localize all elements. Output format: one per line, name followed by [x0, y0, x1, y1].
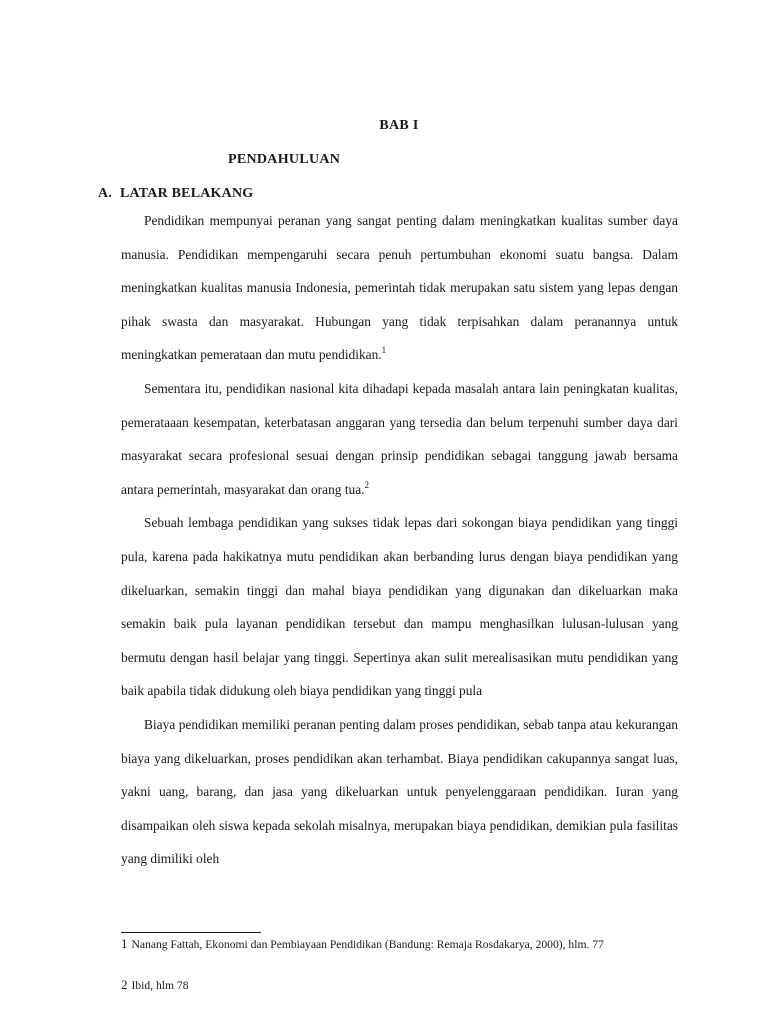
paragraph	[121, 204, 678, 372]
footnote-text: Ibid, hlm 78	[131, 979, 189, 992]
footnote-separator	[121, 932, 261, 933]
paragraph-text: Sebuah lembaga pendidikan yang sukses tidak lepas dari sokongan biaya pendidikan yang tinggi pula, karena pada hakikatnya mutu pendidikan akan berbanding lurus dengan biaya pendidikan yang dikeluarkan, semakin tinggi dan mahal biaya pendidikan yang digunakan dan dikeluarkan maka semakin baik pula layanan pendidikan tersebut dan mampu menghasilkan lulusan-lulusan yang bermutu dengan hasil belajar yang tinggi. Sepertinya akan sulit merealisasikan mutu pendidikan yang baik apabila tidak didukung oleh biaya pendidikan yang tinggi pula	[121, 515, 678, 699]
paragraph	[121, 506, 678, 708]
paragraph-text: Sementara itu, pendidikan nasional kita dihadapi kepada masalah antara lain peningkatan kualitas, pemerataaan kesempatan, keterbatasan anggaran yang tersedia dan belum terpenuhi sumber daya dari masyarakat secara profesional sesuai dengan prinsip pendidikan sebagai tanggung jawab bersama antara pemerintah, masyarakat dan orang tua.	[121, 380, 678, 497]
chapter-number: BAB I	[379, 118, 419, 133]
footnote-reference[interactable]: 2	[364, 479, 370, 490]
paragraph	[121, 372, 678, 506]
section-title: LATAR BELAKANG	[120, 186, 254, 201]
footnote-reference[interactable]: 1	[381, 345, 387, 356]
footnote-number: 2	[121, 977, 128, 992]
section-number: A.	[98, 186, 113, 201]
paragraph	[121, 708, 678, 876]
paragraph-text: Pendidikan mempunyai peranan yang sangat penting dalam meningkatkan kualitas sumber daya manusia. Pendidikan mempengaruhi secara penuh pertumbuhan ekonomi suatu bangsa. Dalam meningkatkan kualitas manusia Indonesia, pemerintah tidak merupakan satu sistem yang lepas dengan pihak swasta dan masyarakat. Hubungan yang tidak terpisahkan dalam peranannya untuk meningkatkan pemerataan dan mutu pendidikan.	[121, 213, 678, 363]
footnote-number: 1	[121, 936, 128, 951]
chapter-title: PENDAHULUAN	[228, 152, 341, 167]
paragraph-text: Biaya pendidikan memiliki peranan penting dalam proses pendidikan, sebab tanpa atau kekurangan biaya yang dikeluarkan, proses pendidikan akan terhambat. Biaya pendidikan cakupannya sangat luas, yakni uang, barang, dan jasa yang dikeluarkan untuk penyelenggaraan pendidikan. Iuran yang disampaikan oleh siswa kepada sekolah misalnya, merupakan biaya pendidikan, demikian pula fasilitas yang dimiliki oleh	[121, 716, 678, 867]
body-text	[121, 204, 678, 876]
footnote-text: Nanang Fattah, Ekonomi dan Pembiayaan Pendidikan (Bandung: Remaja Rosdakarya, 2000), hlm. 77	[131, 938, 604, 951]
section-heading	[98, 186, 253, 202]
footnote	[121, 977, 189, 993]
footnote	[121, 936, 604, 952]
